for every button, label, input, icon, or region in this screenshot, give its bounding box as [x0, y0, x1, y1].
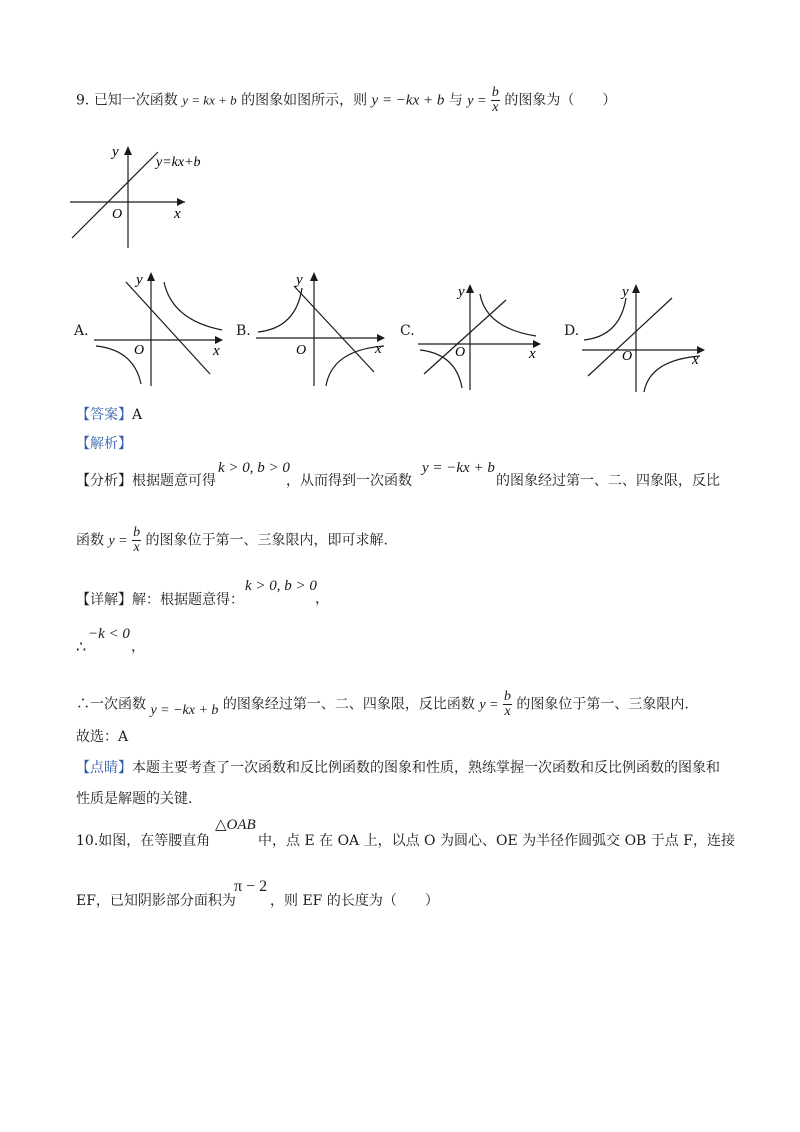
answer-tag: 【答案】: [76, 407, 132, 423]
svg-text:y: y: [622, 284, 629, 300]
fenxi-line-2: 函数 y = $\frac{b}{x}$ 的图象位于第一、三象限内，即可求解.: [76, 525, 388, 555]
dianjing-line-1: 【点睛】本题主要考查了一次函数和反比例函数的图象和性质，熟练掌握一次函数和反比例函数的图象和: [76, 760, 720, 776]
svg-text:y: y: [136, 272, 143, 288]
q10-number: 10.: [76, 833, 99, 849]
svg-text:x: x: [692, 352, 699, 368]
final-choice: 故选：A: [76, 729, 129, 745]
svg-text:x: x: [529, 346, 536, 362]
fenxi-expr-2: y = −kx + b: [422, 460, 495, 476]
q9-stem: 9. 已知一次函数 y = kx + b 的图象如图所示，则 y = −kx + b 与 y = $\frac{b}{x}$ 的图象为（ ）: [76, 85, 617, 115]
q9-linear-diagram: [70, 140, 270, 250]
option-c-label[interactable]: C.: [400, 323, 415, 339]
therefore-symbol-1: ∴: [76, 639, 87, 656]
fenxi-expr-1: k > 0, b > 0: [218, 460, 290, 476]
option-d-graph[interactable]: [582, 280, 712, 395]
svg-text:x: x: [213, 343, 220, 359]
answer-value: A: [132, 407, 143, 423]
xiangjie-expr-1: k > 0, b > 0: [245, 578, 317, 594]
q10-line-1a: 10.如图，在等腰直角: [76, 833, 211, 849]
svg-text:y: y: [458, 284, 465, 300]
q9-diagram-origin-label: O: [112, 207, 123, 222]
svg-text:O: O: [134, 343, 145, 358]
answer-line: [76, 404, 142, 424]
q9-diagram-y-label: y: [112, 144, 119, 160]
xiangjie-line-3: ∴一次函数 y = −kx + b 的图象经过第一、二、四象限，反比函数 y = $\frac{b}{x}$ 的图象位于第一、三象限内.: [76, 689, 689, 719]
option-c-graph[interactable]: [418, 280, 548, 395]
q9-diagram-line-label: y=kx+b: [156, 155, 201, 170]
svg-text:O: O: [296, 343, 307, 358]
option-a-graph[interactable]: [94, 268, 229, 390]
svg-text:y: y: [296, 272, 303, 288]
dianjing-line-2: 性质是解题的关键.: [76, 791, 193, 807]
q10-triangle: △OAB: [215, 817, 256, 833]
option-d-label[interactable]: D.: [564, 323, 580, 339]
option-a-label[interactable]: A.: [74, 323, 89, 339]
q9-diagram-x-label: x: [174, 206, 181, 222]
svg-text:O: O: [455, 345, 466, 360]
q10-line-2a: EF，已知阴影部分面积为: [76, 893, 236, 909]
xiangjie-line-1: 【详解】解：根据题意得：: [76, 592, 244, 608]
q9-number: 9.: [76, 92, 90, 109]
xiangjie-expr-2: −k < 0: [88, 626, 130, 642]
q10-line-2b: ，则 EF 的长度为（ ）: [270, 893, 439, 909]
svg-text:O: O: [622, 349, 633, 364]
q10-line-1b: 中，点 E 在 OA 上，以点 O 为圆心、OE 为半径作圆弧交 OB 于点 F，连接: [258, 833, 735, 849]
jiexi-tag: 【解析】: [76, 436, 132, 452]
svg-text:x: x: [375, 341, 382, 357]
q10-area-expr: π − 2: [234, 878, 268, 895]
option-b-graph[interactable]: [256, 268, 391, 390]
option-b-label[interactable]: B.: [236, 323, 251, 339]
q9-fraction: $\frac{b}{x}$: [491, 85, 499, 115]
fenxi-line-1: 【分析】根据题意可得: [76, 473, 216, 489]
